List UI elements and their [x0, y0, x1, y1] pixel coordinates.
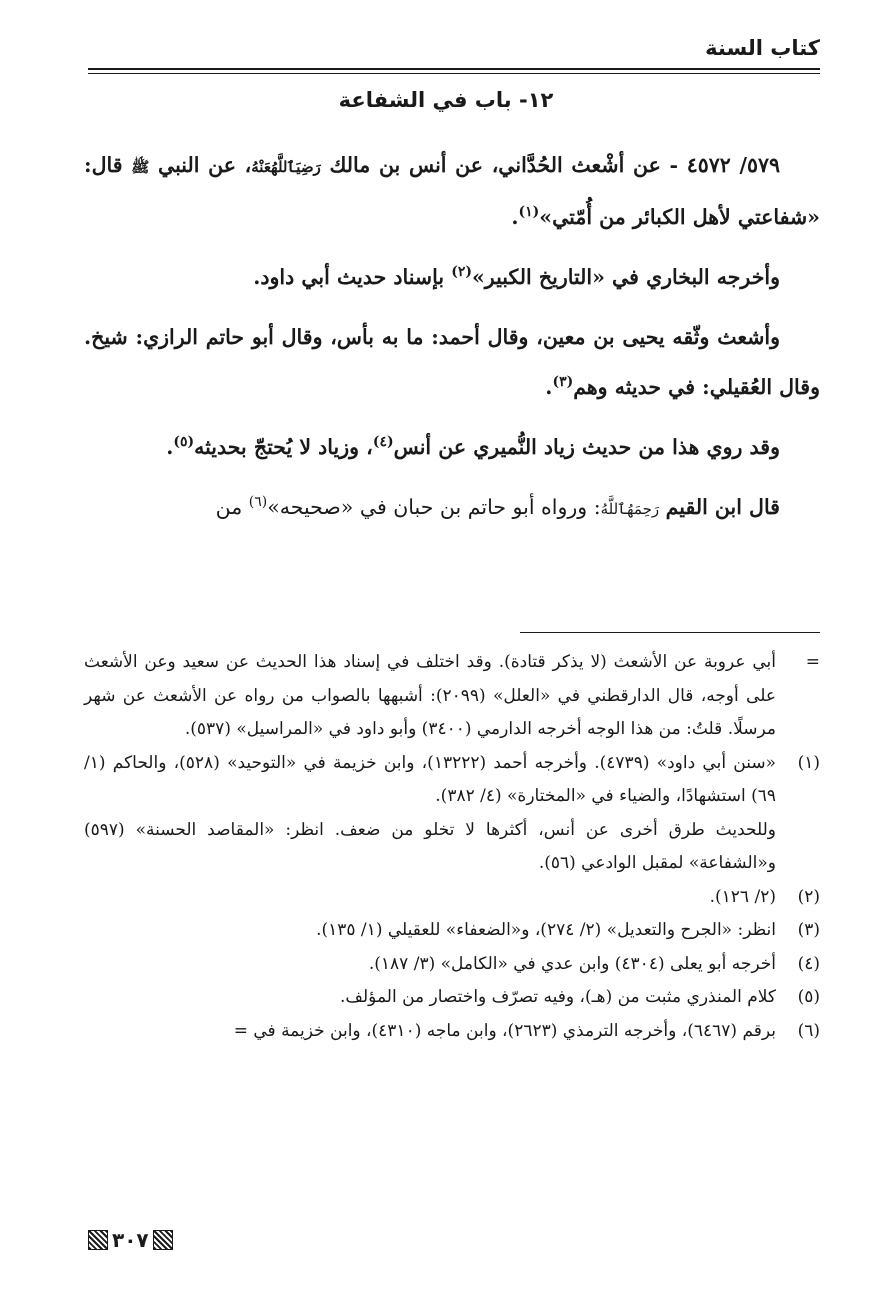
paragraph-ibn-qayyim: [84, 482, 820, 534]
footnote-text: [84, 747, 776, 881]
footnote-4: [84, 948, 820, 982]
hadith-text-3: قال: «شفاعتي لأهل الكبائر من أُمّتي»: [84, 153, 820, 229]
footnote-text: أخرجه أبو يعلى (٤٣٠٤) وابن عدي في «الكامل» (٣/ ١٨٧).: [368, 953, 776, 974]
ornament-icon: [88, 1230, 108, 1250]
footnote-5: [84, 981, 820, 1015]
hadith-number: ٥٧٩/ ٤٥٧٢: [686, 153, 780, 177]
footnote-ref[interactable]: (٢): [451, 264, 472, 281]
footnote-number: (٦): [797, 1020, 820, 1041]
continuation-mark: =: [805, 652, 820, 672]
footnote-number: (٥): [797, 987, 820, 1007]
honorific-prophet: ﷺ: [131, 158, 150, 176]
hadith-end: .: [511, 205, 519, 229]
main-text: [84, 140, 820, 544]
paragraph-bukhari: [84, 252, 820, 302]
footnote-text: (٢/ ١٢٦).: [709, 886, 776, 907]
p5-text-1: : ورواه أبو حاتم بن حبان في «صحيحه»: [267, 495, 601, 519]
p3-text: وأشعث وثّقه يحيى بن معين، وقال أحمد: ما به بأس، وقال أبو حاتم الرازي: شيخ. وقال العُقيلي: في حديثه وهم: [84, 325, 820, 399]
footnote-2: [84, 881, 820, 915]
footnotes: [84, 646, 820, 1048]
p4-text-1: وقد روي هذا من حديث زياد النُّميري عن أنس: [393, 435, 780, 459]
footnote-number: (١): [797, 752, 820, 773]
hadith-paragraph: [84, 140, 820, 242]
p4-text-2: ، وزياد لا يُحتجّ بحديثه: [194, 435, 373, 459]
ibn-qayyim-label: قال ابن القيم: [665, 495, 780, 519]
p2-text-1: وأخرجه البخاري في «التاريخ الكبير»: [471, 265, 780, 289]
footnote-text: برقم (٦٤٦٧)، وأخرجه الترمذي (٢٦٢٣)، وابن ماجه (٤٣١٠)، وابن خزيمة في =: [233, 1020, 776, 1041]
footnote-number: (٢): [797, 886, 820, 907]
footnote-ref[interactable]: (١): [518, 204, 540, 221]
p4-end: .: [166, 435, 174, 459]
footnote-ref[interactable]: (٣): [552, 374, 574, 391]
footnote-ref[interactable]: (٥): [173, 434, 195, 451]
running-header: كتاب السنة: [705, 36, 820, 60]
footnote-3: [84, 914, 820, 948]
paragraph-ashath: [84, 312, 820, 412]
footnote-1: [84, 747, 820, 881]
page-number: [84, 1228, 177, 1252]
hadith-text-1: - عن أشْعث الحُدَّاني، عن أنس بن مالك: [320, 153, 687, 177]
footnote-continuation: [84, 646, 820, 747]
footnote-ref[interactable]: (٤): [372, 434, 394, 451]
paragraph-ziyad: [84, 422, 820, 472]
footnote-number: (٣): [797, 920, 820, 940]
footnote-separator: [520, 632, 820, 633]
footnote-6: [84, 1015, 820, 1049]
p3-end: .: [545, 375, 553, 399]
footnote-text: أبي عروبة عن الأشعث (لا يذكر قتادة). وقد اختلف في إسناد هذا الحديث عن سعيد وعن الأشعث على أوجه، قال الدارقطني في «العلل» (٢٠٩٩): أشبهها بالصواب من رواه عن الأشعث عن شهر مرسلًا. قلتُ: من هذا الوجه أخرجه الدارمي (٣٤٠٠) وأبو داود في «المراسيل» (٥٣٧).: [84, 652, 777, 739]
footnote-text: كلام المنذري مثبت من (هـ)، وفيه تصرّف واختصار من المؤلف.: [340, 987, 776, 1007]
footnote-1-text: «سنن أبي داود» (٤٧٣٩). وأخرجه أحمد (١٣٢٢٢)، وابن خزيمة في «التوحيد» (٥٢٨)، والحاكم (١/ ٦٩) استشهادًا، والضياء في «المختارة» (٤/ ٣٨٢).: [84, 752, 776, 806]
header-rule: [88, 68, 820, 70]
page-number-value: ٣٠٧: [112, 1228, 149, 1252]
footnote-ref[interactable]: (٦): [248, 494, 268, 511]
ornament-icon: [153, 1230, 173, 1250]
honorific-scholar: رَحِمَهُٱللَّهُ: [600, 500, 660, 518]
honorific-companion: رَضِيَٱللَّهُعَنْهُ: [251, 158, 321, 176]
footnote-number: (٤): [797, 953, 820, 974]
footnote-text: انظر: «الجرح والتعديل» (٢/ ٢٧٤)، و«الضعفاء» للعقيلي (١/ ١٣٥).: [316, 920, 776, 940]
chapter-heading: ١٢- باب في الشفاعة: [338, 88, 554, 112]
footnote-1-text-2: وللحديث طرق أخرى عن أنس، أكثرها لا تخلو من ضعف. انظر: «المقاصد الحسنة» (٥٩٧) و«الشفاعة» لمقبل الوادعي (٥٦).: [84, 819, 776, 873]
header-rule-thin: [88, 73, 820, 74]
hadith-text-2: ، عن النبي: [149, 153, 252, 177]
p5-text-2: من: [215, 495, 249, 519]
p2-text-2: بإسناد حديث أبي داود.: [253, 265, 452, 289]
